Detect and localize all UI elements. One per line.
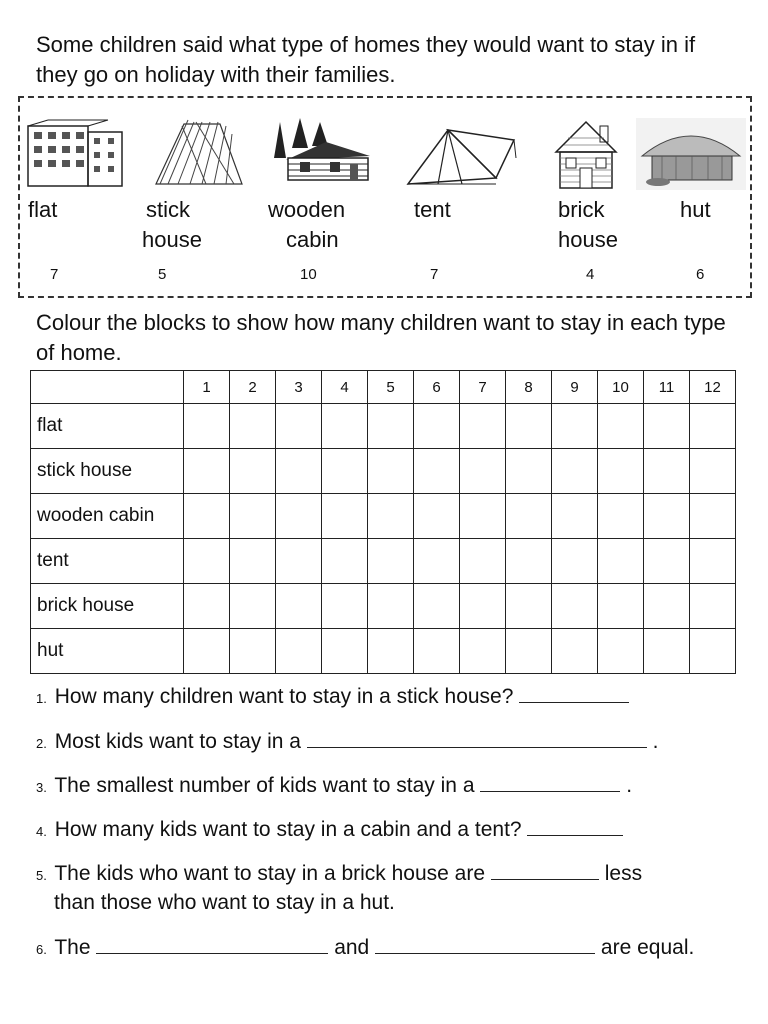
- grid-cell[interactable]: [368, 494, 414, 539]
- grid-cell[interactable]: [460, 494, 506, 539]
- answer-blank[interactable]: [307, 729, 647, 748]
- grid-cell[interactable]: [460, 404, 506, 449]
- home-name: stick: [146, 197, 190, 222]
- grid-cell[interactable]: [644, 584, 690, 629]
- grid-cell[interactable]: [368, 539, 414, 584]
- grid-cell[interactable]: [184, 404, 230, 449]
- grid-row-label: hut: [31, 629, 184, 674]
- grid-cell[interactable]: [690, 404, 736, 449]
- answer-blank[interactable]: [480, 773, 620, 792]
- grid-cell[interactable]: [414, 449, 460, 494]
- grid-cell[interactable]: [552, 539, 598, 584]
- answer-blank[interactable]: [96, 935, 328, 954]
- grid-cell[interactable]: [644, 404, 690, 449]
- instruction-text: Colour the blocks to show how many children want to stay in each type of home.: [36, 310, 726, 365]
- grid-cell[interactable]: [690, 584, 736, 629]
- grid-row-tent: [31, 539, 736, 584]
- question-text: The: [54, 936, 91, 959]
- flat-building-icon: [24, 118, 126, 188]
- grid-cell[interactable]: [276, 404, 322, 449]
- grid-cell[interactable]: [184, 539, 230, 584]
- grid-cell[interactable]: [414, 629, 460, 674]
- question-end: .: [626, 774, 633, 797]
- grid-cell[interactable]: [230, 539, 276, 584]
- grid-column-header: 11: [644, 371, 690, 404]
- grid-cell[interactable]: [460, 629, 506, 674]
- grid-cell[interactable]: [598, 404, 644, 449]
- grid-cell[interactable]: [644, 449, 690, 494]
- grid-cell[interactable]: [506, 584, 552, 629]
- grid-row-label: tent: [31, 539, 184, 584]
- grid-row-label: flat: [31, 404, 184, 449]
- home-name-line2: house: [142, 227, 202, 252]
- question-number: 4.: [36, 824, 47, 839]
- grid-column-header: 9: [552, 371, 598, 404]
- grid-cell[interactable]: [276, 494, 322, 539]
- grid-cell[interactable]: [690, 629, 736, 674]
- grid-cell[interactable]: [184, 494, 230, 539]
- brick-house-icon: [554, 118, 620, 190]
- grid-cell[interactable]: [414, 404, 460, 449]
- grid-cell[interactable]: [460, 449, 506, 494]
- stick-house-icon: [146, 118, 246, 188]
- grid-cell[interactable]: [690, 539, 736, 584]
- grid-cell[interactable]: [690, 494, 736, 539]
- question-1: [36, 684, 629, 709]
- question-text: How many children want to stay in a stick house?: [54, 685, 514, 708]
- answer-blank[interactable]: [519, 684, 629, 703]
- grid-cell[interactable]: [230, 494, 276, 539]
- grid-cell[interactable]: [460, 539, 506, 584]
- question-text-b: and: [334, 936, 370, 959]
- grid-cell[interactable]: [598, 494, 644, 539]
- grid-cell[interactable]: [276, 539, 322, 584]
- grid-cell[interactable]: [368, 449, 414, 494]
- grid-row-label: stick house: [31, 449, 184, 494]
- question-text-c: are equal.: [600, 936, 695, 959]
- home-count: 4: [586, 266, 595, 283]
- grid-column-header: 7: [460, 371, 506, 404]
- home-count: 6: [696, 266, 705, 283]
- home-name: hut: [680, 197, 711, 222]
- grid-cell[interactable]: [506, 449, 552, 494]
- home-count: 10: [300, 266, 317, 283]
- grid-cell[interactable]: [184, 449, 230, 494]
- grid-row-brick-house: [31, 584, 736, 629]
- home-count: 5: [158, 266, 167, 283]
- home-count: 7: [50, 266, 59, 283]
- grid-cell[interactable]: [460, 584, 506, 629]
- grid-column-header: 6: [414, 371, 460, 404]
- grid-cell[interactable]: [506, 629, 552, 674]
- grid-cell[interactable]: [552, 449, 598, 494]
- grid-column-header: 4: [322, 371, 368, 404]
- hut-icon: [636, 118, 746, 190]
- grid-column-header: 8: [506, 371, 552, 404]
- answer-blank[interactable]: [375, 935, 595, 954]
- grid-column-header: 1: [184, 371, 230, 404]
- grid-cell[interactable]: [322, 584, 368, 629]
- home-name: flat: [28, 197, 58, 222]
- grid-cell[interactable]: [368, 629, 414, 674]
- question-number: 3.: [36, 780, 47, 795]
- grid-cell[interactable]: [368, 404, 414, 449]
- home-name: brick: [558, 197, 605, 222]
- grid-column-header: 2: [230, 371, 276, 404]
- answer-blank[interactable]: [491, 861, 599, 880]
- grid-cell[interactable]: [414, 539, 460, 584]
- grid-cell[interactable]: [322, 404, 368, 449]
- grid-cell[interactable]: [322, 449, 368, 494]
- question-number: 2.: [36, 736, 47, 751]
- home-name: wooden: [268, 197, 346, 222]
- grid-cell[interactable]: [276, 449, 322, 494]
- grid-cell[interactable]: [644, 629, 690, 674]
- grid-cell[interactable]: [552, 584, 598, 629]
- grid-cell[interactable]: [230, 404, 276, 449]
- home-name-line2: house: [558, 227, 618, 252]
- grid-cell[interactable]: [506, 404, 552, 449]
- grid-column-header: 10: [598, 371, 644, 404]
- question-number: 6.: [36, 942, 47, 957]
- grid-corner: [31, 371, 184, 404]
- question-5-line2: than those who want to stay in a hut.: [54, 891, 395, 914]
- question-4: [36, 817, 623, 842]
- home-name: tent: [414, 197, 451, 222]
- homes-panel: [18, 96, 752, 298]
- grid-cell[interactable]: [598, 539, 644, 584]
- grid-column-header: 12: [690, 371, 736, 404]
- grid-cell[interactable]: [276, 584, 322, 629]
- grid-cell[interactable]: [230, 629, 276, 674]
- question-text: Most kids want to stay in a: [54, 730, 301, 753]
- grid-cell[interactable]: [322, 494, 368, 539]
- grid-cell[interactable]: [230, 449, 276, 494]
- question-6: [36, 935, 694, 960]
- grid-row-label: brick house: [31, 584, 184, 629]
- grid-cell[interactable]: [414, 494, 460, 539]
- grid-cell[interactable]: [368, 584, 414, 629]
- intro-text: Some children said what type of homes they would want to stay in if they go on holiday with their families.: [36, 32, 696, 87]
- pictograph-grid: [30, 370, 736, 674]
- grid-cell[interactable]: [230, 584, 276, 629]
- question-5: [36, 861, 642, 886]
- home-count: 7: [430, 266, 439, 283]
- question-text: How many kids want to stay in a cabin and a tent?: [54, 818, 522, 841]
- grid-cell[interactable]: [598, 629, 644, 674]
- grid-row-flat: [31, 404, 736, 449]
- grid-column-header: 5: [368, 371, 414, 404]
- question-text-b: less: [604, 862, 643, 885]
- question-2: [36, 729, 659, 754]
- grid-row-stick-house: [31, 449, 736, 494]
- question-text: The smallest number of kids want to stay in a: [54, 774, 475, 797]
- grid-cell[interactable]: [414, 584, 460, 629]
- question-number: 5.: [36, 868, 47, 883]
- grid-cell[interactable]: [552, 494, 598, 539]
- grid-cell[interactable]: [644, 494, 690, 539]
- grid-cell[interactable]: [690, 449, 736, 494]
- grid-row-label: wooden cabin: [31, 494, 184, 539]
- grid-cell[interactable]: [598, 584, 644, 629]
- grid-column-header: 3: [276, 371, 322, 404]
- home-name-line2: cabin: [286, 227, 339, 252]
- grid-cell[interactable]: [184, 629, 230, 674]
- grid-cell[interactable]: [552, 404, 598, 449]
- answer-blank[interactable]: [527, 817, 623, 836]
- question-3: [36, 773, 632, 798]
- grid-cell[interactable]: [322, 629, 368, 674]
- grid-cell[interactable]: [598, 449, 644, 494]
- grid-cell[interactable]: [552, 629, 598, 674]
- grid-cell[interactable]: [506, 539, 552, 584]
- grid-cell[interactable]: [322, 539, 368, 584]
- grid-row-wooden-cabin: [31, 494, 736, 539]
- tent-icon: [404, 118, 520, 188]
- wooden-cabin-icon: [266, 118, 382, 184]
- question-number: 1.: [36, 691, 47, 706]
- grid-cell[interactable]: [276, 629, 322, 674]
- question-text: The kids who want to stay in a brick house are: [54, 862, 486, 885]
- grid-cell[interactable]: [644, 539, 690, 584]
- grid-row-hut: [31, 629, 736, 674]
- grid-cell[interactable]: [506, 494, 552, 539]
- grid-cell[interactable]: [184, 584, 230, 629]
- question-end: .: [652, 730, 659, 753]
